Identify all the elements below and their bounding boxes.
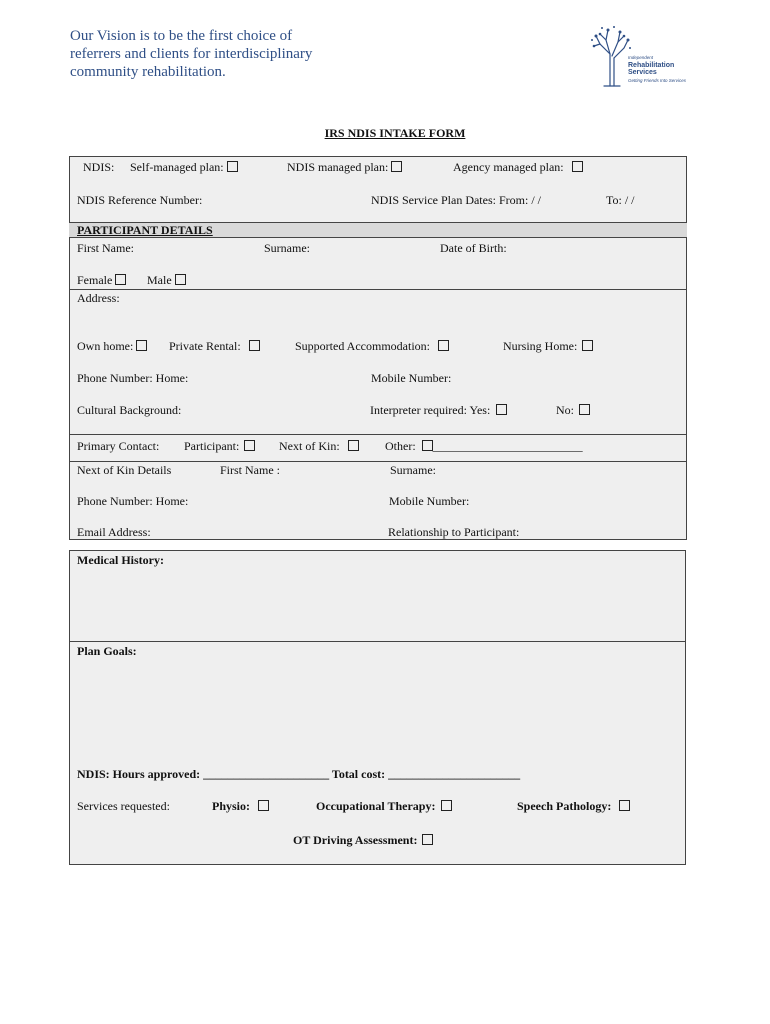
contact-participant-checkbox[interactable] [244,440,255,451]
nursing-home-label: Nursing Home: [503,339,578,353]
private-rental-checkbox[interactable] [249,340,260,351]
logo-tagline: Getting Friends Into Services [628,77,687,83]
medical-section [69,550,686,865]
occupational-therapy-option[interactable] [316,799,452,813]
agency-managed-label: Agency managed plan: [453,160,564,174]
logo-line-1: Independent [628,55,654,60]
medical-history-field[interactable]: Medical History: [77,553,164,567]
agency-managed-checkbox[interactable] [572,161,583,172]
cultural-background-field[interactable]: Cultural Background: [77,403,182,417]
vision-statement [70,27,390,81]
irs-logo [590,24,690,94]
logo-text [628,54,686,84]
self-managed-checkbox[interactable] [227,161,238,172]
speech-pathology-checkbox[interactable] [619,800,630,811]
physio-label: Physio: [212,799,251,813]
female-checkbox[interactable] [115,274,126,285]
contact-other-line[interactable]: _________________________ [432,439,583,453]
phone-home-field[interactable]: Phone Number: Home: [77,371,189,385]
supported-accommodation-checkbox[interactable] [438,340,449,351]
own-home-option[interactable] [77,339,147,353]
contact-next-of-kin-label: Next of Kin: [279,439,340,453]
supported-accommodation-label: Supported Accommodation: [295,339,430,353]
mobile-number-field[interactable]: Mobile Number: [371,371,452,385]
speech-pathology-option[interactable] [517,799,630,813]
divider [69,461,687,462]
interpreter-no-label: No: [556,403,574,417]
logo-line-3: Services [628,69,657,76]
next-of-kin-heading: Next of Kin Details [77,463,172,477]
ot-driving-assessment-label: OT Driving Assessment: [293,833,418,847]
physio-option[interactable] [212,799,269,813]
nok-first-name-field[interactable]: First Name : [220,463,280,477]
nok-email-field[interactable]: Email Address: [77,525,151,539]
divider [69,641,686,642]
surname-field[interactable]: Surname: [264,241,310,255]
self-managed-option[interactable] [130,160,238,174]
ndis-managed-label: NDIS managed plan: [287,160,389,174]
contact-next-of-kin-option[interactable] [279,439,359,453]
contact-participant-option[interactable] [184,439,255,453]
plan-goals-field[interactable]: Plan Goals: [77,644,137,658]
own-home-checkbox[interactable] [136,340,147,351]
nok-phone-home-field[interactable]: Phone Number: Home: [77,494,189,508]
ndis-reference-number[interactable]: NDIS Reference Number: [77,193,203,207]
supported-accommodation-option[interactable] [295,339,449,353]
date-of-birth-field[interactable]: Date of Birth: [440,241,507,255]
private-rental-option[interactable] [169,339,260,353]
hours-approved-total-cost[interactable]: NDIS: Hours approved: _____________________ Total cost: ______________________ [77,767,521,781]
private-rental-label: Private Rental: [169,339,241,353]
contact-next-of-kin-checkbox[interactable] [348,440,359,451]
ndis-plan-dates-to[interactable]: To: / / [606,193,635,207]
ot-driving-assessment-checkbox[interactable] [422,834,433,845]
agency-managed-option[interactable] [453,160,583,174]
ndis-managed-option[interactable] [287,160,402,174]
interpreter-no-option[interactable] [556,403,590,417]
occupational-therapy-label: Occupational Therapy: [316,799,436,813]
own-home-label: Own home: [77,339,134,353]
contact-other-option[interactable] [385,439,583,453]
vision-line-1: Our Vision is to be the first choice of [70,28,293,44]
nok-relationship-field[interactable]: Relationship to Participant: [388,525,520,539]
ot-driving-assessment-option[interactable] [293,833,433,847]
nok-mobile-field[interactable]: Mobile Number: [389,494,470,508]
ndis-plan-dates-from[interactable]: NDIS Service Plan Dates: From: / / [371,193,541,207]
female-option[interactable] [77,273,126,287]
male-label: Male [147,273,172,287]
contact-other-checkbox[interactable] [422,440,433,451]
address-field[interactable]: Address: [77,291,120,305]
participant-details-heading: PARTICIPANT DETAILS [77,223,213,237]
primary-contact-label: Primary Contact: [77,439,160,453]
speech-pathology-label: Speech Pathology: [517,799,612,813]
self-managed-label: Self-managed plan: [130,160,224,174]
divider [69,434,687,435]
nursing-home-checkbox[interactable] [582,340,593,351]
contact-other-label: Other: [385,439,416,453]
female-label: Female [77,273,113,287]
occupational-therapy-checkbox[interactable] [441,800,452,811]
ndis-label: NDIS: [83,160,115,174]
divider [69,289,687,290]
vision-line-3: community rehabilitation. [70,64,226,80]
nok-surname-field[interactable]: Surname: [390,463,436,477]
logo-line-2: Rehabilitation [628,61,675,69]
nursing-home-option[interactable] [503,339,593,353]
services-requested-label: Services requested: [77,799,170,813]
interpreter-yes-option[interactable] [370,403,507,417]
ndis-managed-checkbox[interactable] [391,161,402,172]
first-name-field[interactable]: First Name: [77,241,134,255]
form-title: IRS NDIS INTAKE FORM [324,126,466,140]
contact-participant-label: Participant: [184,439,240,453]
vision-line-2: referrers and clients for interdisciplinary [70,46,313,62]
male-option[interactable] [147,273,186,287]
male-checkbox[interactable] [175,274,186,285]
interpreter-no-checkbox[interactable] [579,404,590,415]
interpreter-yes-label: Interpreter required: Yes: [370,403,491,417]
physio-checkbox[interactable] [258,800,269,811]
interpreter-yes-checkbox[interactable] [496,404,507,415]
